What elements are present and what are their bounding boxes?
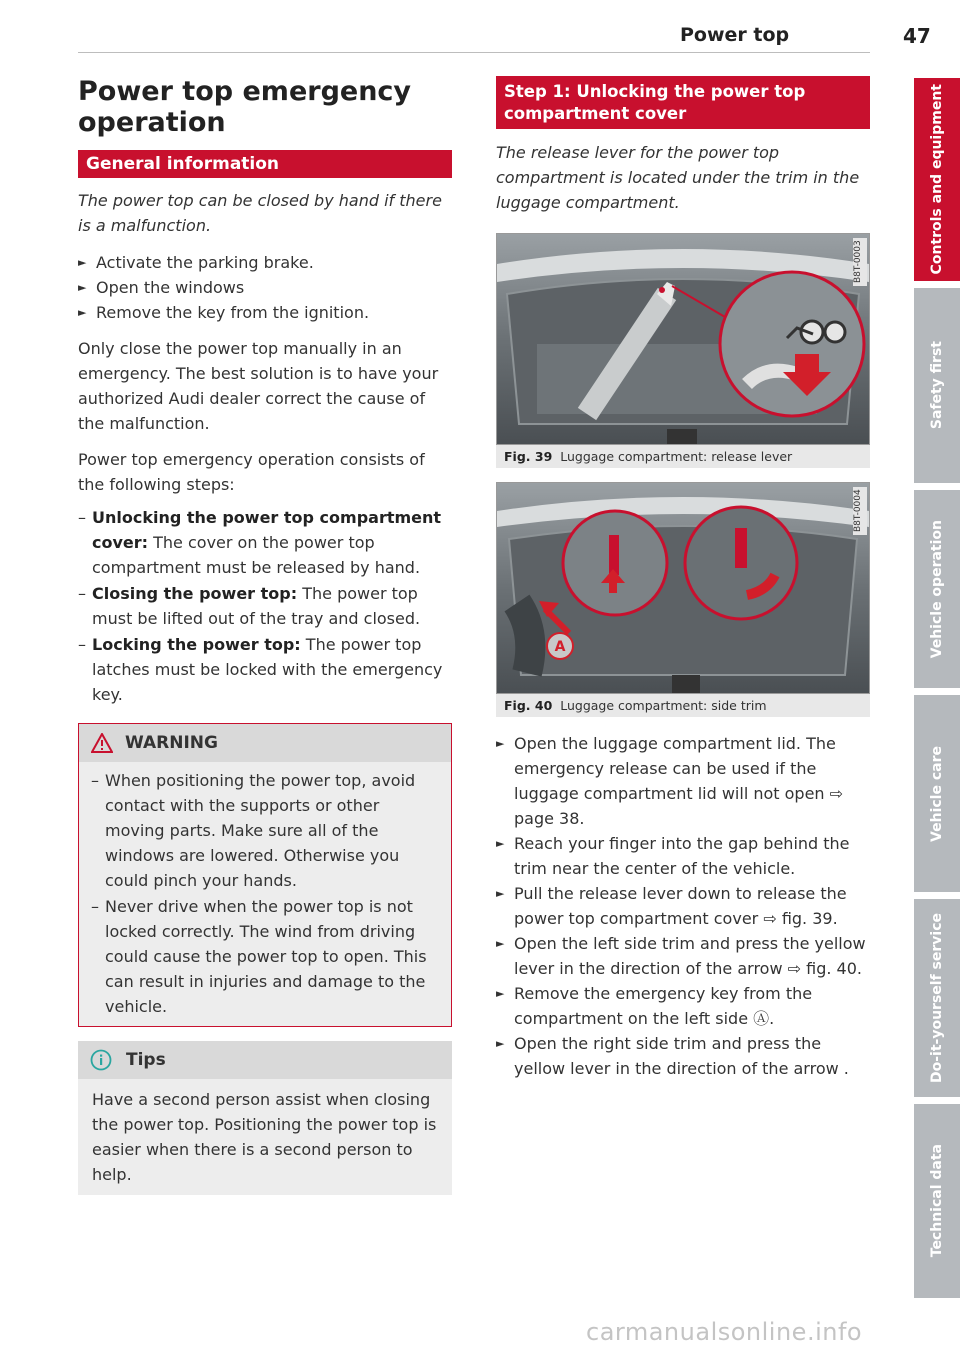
list-item: ► Reach your finger into the gap behind the trim near the center of the vehicle. — [496, 831, 870, 881]
tips-header — [78, 1041, 452, 1079]
warning-item: – When positioning the power top, avoid contact with the supports or other moving parts. Make sure all of the windows are lowered. Otherwise you could pinch your hands. — [91, 771, 416, 890]
bullet-triangle-icon: ► — [496, 987, 505, 1000]
figure-marker-a: A — [554, 639, 566, 655]
paragraph: Power top emergency operation consists of the following steps: — [78, 450, 425, 494]
watermark: carmanualsonline.info — [586, 1318, 863, 1346]
step-item: – Unlocking the power top compartment cover: The cover on the power top compartment must be released by hand. — [78, 508, 442, 577]
step-item: – Locking the power top: The power top latches must be locked with the emergency key. — [78, 635, 443, 704]
section-title: Power top emergency operation — [78, 76, 412, 138]
step-intro: The release lever for the power top compartment is located under the trim in the luggage compartment. — [496, 143, 860, 212]
intro-text: The power top can be closed by hand if there is a malfunction. — [78, 191, 442, 235]
prep-list — [78, 250, 452, 325]
tab-vehicle-care[interactable]: Vehicle care — [914, 695, 960, 892]
instruction-list — [496, 731, 870, 1081]
tips-text: Have a second person assist when closing the power top. Positioning the power top is easier when there is a second person to help. — [92, 1090, 437, 1184]
list-item: ► Open the right side trim and press the yellow lever in the direction of the arrow . — [496, 1031, 870, 1081]
running-header-title: Power top — [680, 24, 790, 46]
tab-controls-and-equipment[interactable]: Controls and equipment — [914, 78, 960, 281]
tab-do-it-yourself-service[interactable]: Do-it-yourself service — [914, 899, 960, 1097]
step-band: Step 1: Unlocking the power top compartment cover — [496, 76, 870, 129]
figure-caption: Fig. 39 Luggage compartment: release lever — [496, 445, 870, 468]
list-item: ► Remove the key from the ignition. — [78, 300, 452, 325]
bullet-triangle-icon: ► — [496, 1037, 505, 1050]
steps-list — [78, 505, 452, 707]
luggage-compartment-illustration — [497, 234, 869, 444]
paragraph: Only close the power top manually in an emergency. The best solution is to have your authorized Audi dealer correct the cause of the malfunction. — [78, 339, 439, 433]
warning-triangle-icon — [91, 733, 113, 753]
bullet-triangle-icon: ► — [496, 837, 505, 850]
figure-39-image — [496, 233, 870, 445]
page-number: 47 — [903, 24, 931, 48]
subsection-band: General information — [78, 150, 452, 178]
warning-title: WARNING — [125, 733, 218, 753]
bullet-triangle-icon: ► — [496, 937, 505, 950]
tab-safety-first[interactable]: Safety first — [914, 288, 960, 483]
figure-40 — [496, 482, 870, 717]
figure-code: B8T-0003 — [853, 238, 867, 286]
figure-code: B8T-0004 — [853, 487, 867, 535]
warning-list — [79, 762, 451, 1026]
list-item: ► Activate the parking brake. — [78, 250, 452, 275]
list-item: ► Open the left side trim and press the yellow lever in the direction of the arrow ⇨ fig. 40. — [496, 931, 870, 981]
figure-39 — [496, 233, 870, 468]
side-trim-illustration — [497, 483, 869, 693]
warning-box — [78, 723, 452, 1027]
info-icon — [90, 1049, 112, 1071]
bullet-triangle-icon: ► — [496, 737, 505, 750]
bullet-triangle-icon: ► — [78, 256, 87, 269]
tab-vehicle-operation[interactable]: Vehicle operation — [914, 490, 960, 688]
bullet-triangle-icon: ► — [78, 306, 87, 319]
list-item: ► Remove the emergency key from the compartment on the left side Ⓐ. — [496, 981, 870, 1031]
warning-header — [79, 724, 451, 762]
figure-caption: Fig. 40 Luggage compartment: side trim — [496, 694, 870, 717]
list-item: ► Pull the release lever down to release the power top compartment cover ⇨ fig. 39. — [496, 881, 870, 931]
header-rule — [78, 52, 870, 53]
step-item: – Closing the power top: The power top must be lifted out of the tray and closed. — [78, 584, 421, 628]
warning-item: – Never drive when the power top is not locked correctly. The wind from driving could cause the power top to open. This can result in injuries and damage to the vehicle. — [91, 897, 427, 1016]
right-column — [496, 76, 870, 1081]
tips-title: Tips — [126, 1050, 166, 1070]
tips-box — [78, 1041, 452, 1195]
figure-40-image — [496, 482, 870, 694]
bullet-triangle-icon: ► — [496, 887, 505, 900]
left-column — [78, 76, 452, 1195]
tab-technical-data[interactable]: Technical data — [914, 1104, 960, 1298]
bullet-triangle-icon: ► — [78, 281, 87, 294]
list-item: ► Open the luggage compartment lid. The emergency release can be used if the luggage compartment lid will not open ⇨ page 38. — [496, 731, 870, 831]
list-item: ► Open the windows — [78, 275, 452, 300]
